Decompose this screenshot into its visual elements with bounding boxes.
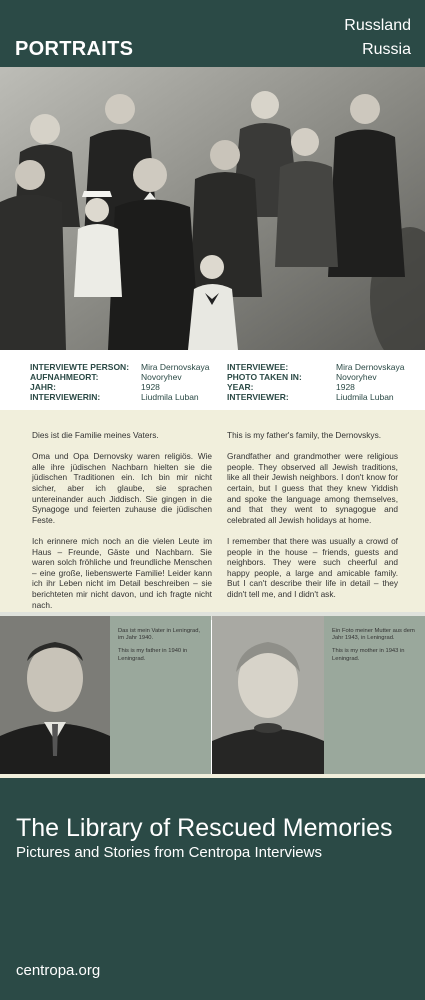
header-bar bbox=[0, 0, 425, 67]
story-paragraph: Grandfather and grandmother were religious people. They observed all Jewish traditions, like all their Jewish neighbors. I don't know for certain, but I guess that they knew Yiddish and spoke the language among themselves, and that they went to synagogue and celebrated all Jewish holidays at home. bbox=[227, 451, 398, 525]
meta-label: INTERVIEWER: bbox=[227, 392, 289, 402]
meta-value: Liudmila Luban bbox=[336, 392, 394, 402]
meta-label: AUFNAHMEORT: bbox=[30, 372, 99, 382]
caption-de: Ein Foto meiner Mutter aus dem Jahr 1943, in Leningrad. bbox=[332, 628, 415, 642]
mother-portrait bbox=[212, 616, 324, 774]
photo-metadata bbox=[0, 350, 425, 410]
meta-value: Liudmila Luban bbox=[141, 392, 199, 402]
meta-value: Novoryhev bbox=[336, 372, 377, 382]
footer-subtitle: Pictures and Stories from Centropa Interviews bbox=[16, 844, 322, 861]
meta-label: PHOTO TAKEN IN: bbox=[227, 372, 302, 382]
father-caption bbox=[118, 628, 204, 669]
caption-en: This is my mother in 1943 in Leningrad. bbox=[332, 648, 405, 662]
footer bbox=[0, 778, 425, 1000]
story-paragraph: Oma und Opa Dernovsky waren religiös. Wie alle ihre jüdischen Nachbarn hielten sie die jüdischen Traditionen ein. Ich bin mir nicht sicher, aber ich glaube, sie sprachen untereinander auch Jiddisch. Sie gingen in die Synagoge und feierten zuhause die jüdischen Feste. bbox=[32, 451, 212, 525]
meta-label: YEAR: bbox=[227, 382, 254, 392]
footer-title: The Library of Rescued Memories bbox=[16, 814, 393, 842]
country-en: Russia bbox=[362, 41, 411, 58]
meta-label: JAHR: bbox=[30, 382, 56, 392]
meta-value: 1928 bbox=[141, 382, 160, 392]
footer-url[interactable]: centropa.org bbox=[16, 962, 101, 979]
caption-en: This is my father in 1940 in Leningrad. bbox=[118, 648, 188, 662]
caption-de: Das ist mein Vater in Leningrad, im Jahr 1940. bbox=[118, 628, 201, 642]
story-panel bbox=[0, 410, 425, 612]
story-german bbox=[32, 430, 212, 621]
story-paragraph: This is my father's family, the Dernovskys. bbox=[227, 430, 382, 440]
story-paragraph: I remember that there was usually a crowd of people in the house – friends, guests and neighbors. They were such cheerful and happy people, a large and amicable family. But I can't describe their life in detail – they didn't tell me, and I didn't ask. bbox=[227, 535, 398, 599]
mother-caption-box bbox=[324, 616, 425, 774]
meta-value: Novoryhev bbox=[141, 372, 182, 382]
story-paragraph: Ich erinnere mich noch an die vielen Leute im Haus – Freunde, Gäste und Nachbarn. Sie waren solch fröhliche und freundliche Menschen – eine große, liebenswerte Familie! Leider kann ich ihr Leben nicht im Detail beschreiben – sie berichteten mir nicht davon, und ich fragte nicht nach. bbox=[32, 535, 212, 610]
father-portrait bbox=[0, 616, 110, 774]
meta-value: Mira Dernovskaya bbox=[336, 362, 405, 372]
mother-caption bbox=[332, 628, 418, 669]
country-de: Russland bbox=[344, 17, 411, 34]
father-caption-box bbox=[110, 616, 211, 774]
family-photo bbox=[0, 67, 425, 350]
story-paragraph: Dies ist die Familie meines Vaters. bbox=[32, 430, 159, 440]
meta-label: INTERVIEWEE: bbox=[227, 362, 289, 372]
meta-label: INTERVIEWTE PERSON: bbox=[30, 362, 130, 372]
section-title: PORTRAITS bbox=[15, 38, 134, 60]
meta-value: Mira Dernovskaya bbox=[141, 362, 210, 372]
meta-label: INTERVIEWERIN: bbox=[30, 392, 101, 402]
story-english bbox=[227, 430, 398, 610]
meta-value: 1928 bbox=[336, 382, 355, 392]
